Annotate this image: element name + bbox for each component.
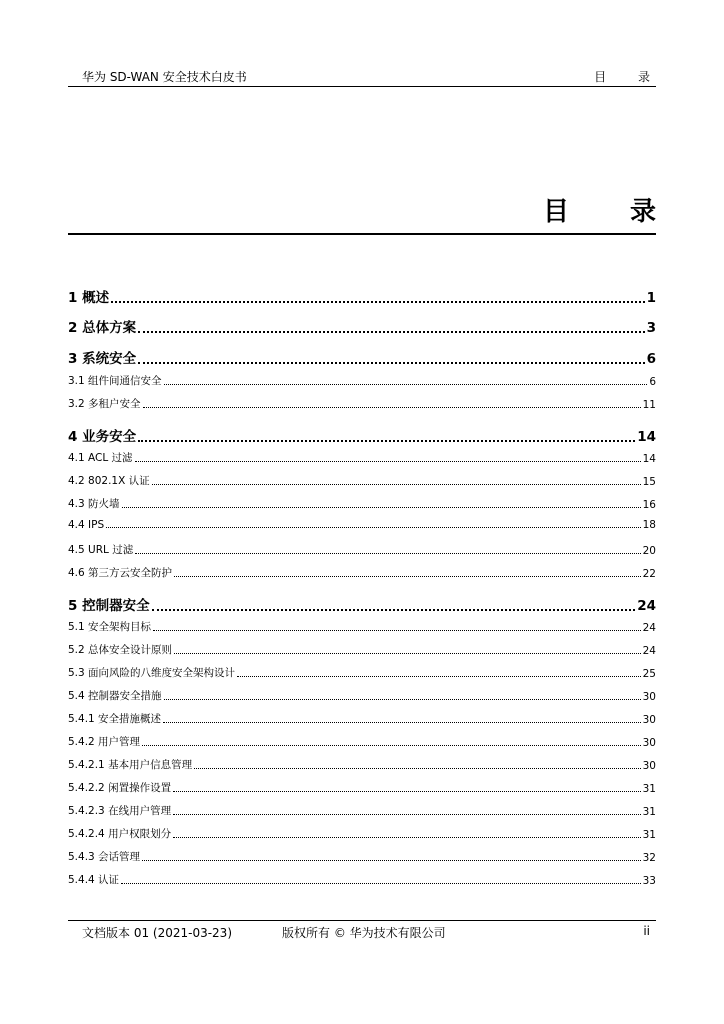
toc-leader-dots [237, 675, 641, 677]
toc-entry-label: 1 概述 [68, 290, 110, 306]
toc-leader-dots [194, 767, 641, 769]
toc-entry-label: 5.4.2 用户管理 [68, 736, 141, 748]
toc-entry-label: 2 总体方案 [68, 320, 137, 336]
page-title: 目 录 [542, 197, 682, 227]
toc-entry-page: 18 [642, 519, 656, 531]
toc-entry-label: 4.1 ACL 过滤 [68, 452, 133, 464]
toc-entry-label: 5.4.3 会话管理 [68, 851, 141, 863]
footer-copyright: 版权所有 © 华为技术有限公司 [282, 926, 446, 940]
toc-leader-dots [173, 836, 641, 838]
page-header [68, 66, 664, 87]
toc-entry-label: 4.2 802.1X 认证 [68, 475, 150, 487]
toc-entry-label: 4.4 IPS [68, 519, 105, 531]
toc-entry-label: 5.4.2.2 闲置操作设置 [68, 782, 172, 794]
toc-entry[interactable] [68, 425, 656, 445]
toc-entry[interactable] [68, 688, 656, 703]
toc-entry[interactable] [68, 594, 656, 614]
toc-entry-page: 25 [642, 668, 656, 680]
toc-entry-label: 5 控制器安全 [68, 598, 150, 614]
toc-entry[interactable] [68, 803, 656, 818]
toc-leader-dots [111, 300, 645, 303]
toc-entry[interactable] [68, 780, 656, 795]
toc-entry-page: 32 [642, 852, 656, 864]
toc-entry[interactable] [68, 734, 656, 749]
toc-entry[interactable] [68, 519, 656, 531]
header-section: 目 录 [594, 70, 664, 84]
toc-entry[interactable] [68, 826, 656, 841]
toc-entry[interactable] [68, 496, 656, 511]
toc-entry-label: 4.5 URL 过滤 [68, 544, 134, 556]
toc-leader-dots [174, 652, 641, 654]
toc-leader-dots [153, 629, 641, 631]
toc-entry-label: 3.2 多租户安全 [68, 398, 141, 410]
toc-entry-label: 5.4.1 安全措施概述 [68, 713, 162, 725]
toc-entry[interactable] [68, 316, 656, 336]
toc-entry-page: 14 [642, 453, 656, 465]
toc-entry-page: 31 [642, 829, 656, 841]
toc-entry-page: 31 [642, 806, 656, 818]
header-doc-title: 华为 SD-WAN 安全技术白皮书 [82, 70, 247, 84]
toc-entry-label: 3 系统安全 [68, 351, 137, 367]
toc-entry-page: 16 [642, 499, 656, 511]
toc-leader-dots [174, 575, 641, 577]
toc-entry-page: 14 [637, 429, 656, 445]
toc-leader-dots [164, 383, 648, 385]
toc-entry-page: 11 [642, 399, 656, 411]
toc-leader-dots [138, 439, 635, 442]
toc-entry[interactable] [68, 872, 656, 887]
toc-entry-label: 3.1 组件间通信安全 [68, 375, 162, 387]
toc-entry-page: 24 [642, 645, 656, 657]
toc-leader-dots [143, 406, 641, 408]
toc-leader-dots [163, 721, 641, 723]
toc-entry-label: 5.4.2.1 基本用户信息管理 [68, 759, 193, 771]
toc-entry-page: 3 [646, 320, 656, 336]
toc-leader-dots [138, 330, 645, 333]
toc-leader-dots [138, 361, 645, 364]
toc-leader-dots [142, 744, 641, 746]
footer-version: 文档版本 01 (2021-03-23) [82, 926, 233, 940]
toc-entry-page: 15 [642, 476, 656, 488]
toc-entry[interactable] [68, 849, 656, 864]
toc-leader-dots [173, 790, 641, 792]
toc-entry-label: 5.4.2.4 用户权限划分 [68, 828, 172, 840]
toc-entry-page: 24 [637, 598, 656, 614]
toc-entry[interactable] [68, 347, 656, 367]
toc-entry[interactable] [68, 619, 656, 634]
toc-entry[interactable] [68, 450, 656, 465]
toc-entry[interactable] [68, 542, 656, 557]
toc-entry-label: 5.4 控制器安全措施 [68, 690, 162, 702]
toc-entry-label: 5.3 面向风险的八维度安全架构设计 [68, 667, 236, 679]
toc-entry-page: 30 [642, 760, 656, 772]
toc-entry[interactable] [68, 473, 656, 488]
toc-entry[interactable] [68, 642, 656, 657]
toc-entry-page: 6 [646, 351, 656, 367]
toc-leader-dots [173, 813, 641, 815]
toc-entry[interactable] [68, 396, 656, 411]
toc-leader-dots [152, 483, 641, 485]
toc-entry-page: 20 [642, 545, 656, 557]
toc-leader-dots [152, 608, 636, 611]
toc-entry-page: 6 [649, 376, 656, 388]
toc-entry-page: 30 [642, 714, 656, 726]
toc-entry-label: 5.4.4 认证 [68, 874, 120, 886]
toc-entry-label: 4 业务安全 [68, 429, 137, 445]
toc-entry-page: 1 [646, 290, 656, 306]
toc-leader-dots [106, 526, 640, 528]
toc-leader-dots [142, 859, 641, 861]
page-footer [68, 920, 656, 941]
toc-entry-page: 30 [642, 737, 656, 749]
toc-entry-page: 33 [642, 875, 656, 887]
toc-entry[interactable] [68, 711, 656, 726]
footer-page-number: ii [643, 924, 650, 938]
toc-leader-dots [135, 552, 640, 554]
toc-entry-label: 5.2 总体安全设计原则 [68, 644, 173, 656]
toc-entry[interactable] [68, 373, 656, 388]
toc-entry[interactable] [68, 757, 656, 772]
toc-entry-label: 5.4.2.3 在线用户管理 [68, 805, 172, 817]
toc-entry-label: 4.6 第三方云安全防护 [68, 567, 173, 579]
toc-entry-page: 22 [642, 568, 656, 580]
toc-entry-label: 5.1 安全架构目标 [68, 621, 152, 633]
toc-entry-page: 24 [642, 622, 656, 634]
toc-entry[interactable] [68, 286, 656, 306]
toc-leader-dots [121, 882, 641, 884]
toc-entry-page: 30 [642, 691, 656, 703]
toc-leader-dots [135, 460, 641, 462]
toc-leader-dots [122, 506, 641, 508]
toc-leader-dots [164, 698, 641, 700]
toc-entry[interactable] [68, 565, 656, 580]
page-title-block [68, 191, 682, 235]
toc-entry[interactable] [68, 665, 656, 680]
toc-entry-label: 4.3 防火墙 [68, 498, 120, 510]
toc-entry-page: 31 [642, 783, 656, 795]
